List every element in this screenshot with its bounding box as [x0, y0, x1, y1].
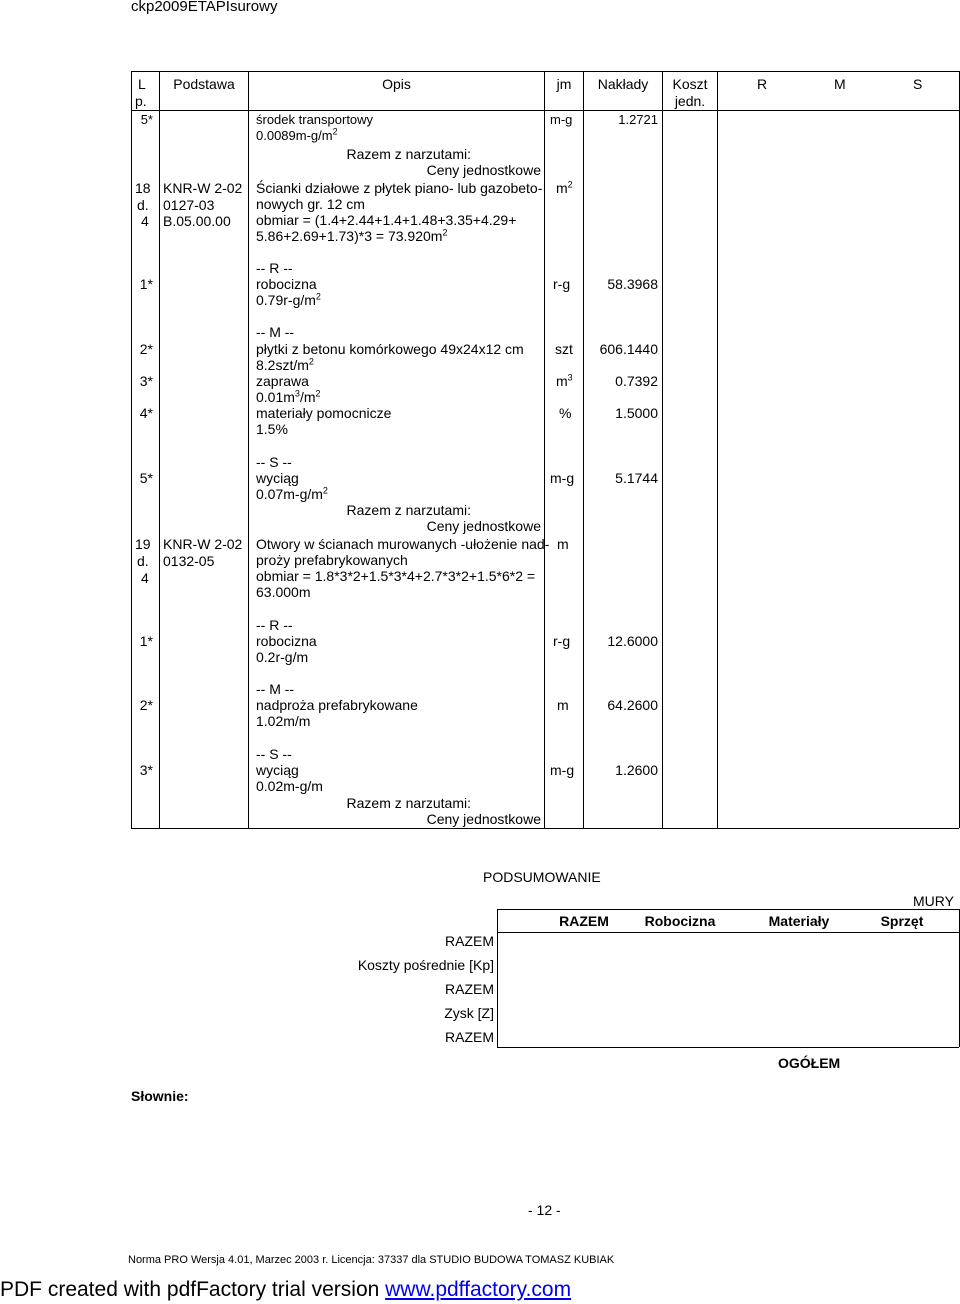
position-19-m-heading: -- M --	[256, 681, 295, 697]
row-top-jm: m-g	[550, 112, 573, 127]
position-19-r1-name: robocizna	[256, 633, 317, 649]
header-lp-p: p.	[135, 93, 147, 109]
header-r: R	[757, 76, 768, 92]
summary-label-zysk: Zysk [Z]	[444, 1005, 494, 1021]
position-19-r-heading: -- R --	[256, 617, 293, 633]
position-18-s-heading: -- S --	[256, 454, 292, 470]
position-18-m2-norm: $8.2szt/m^2$	[256, 356, 314, 373]
summary-header-robocizna: Robocizna	[644, 913, 716, 929]
position-18-lp-1: 18	[135, 180, 151, 196]
position-18-r1-norm: $0.79r-g/m^2$	[256, 291, 321, 308]
razem-label-1: Razem z narzutami:	[346, 146, 471, 162]
position-18-m3-jm: $m^3$	[556, 372, 573, 389]
position-19-m2-norm: 1.02m/m	[256, 713, 311, 729]
header-koszt: Koszt	[672, 76, 708, 92]
summary-header-materialy: Materiały	[768, 913, 830, 929]
position-18-m4-jm: %	[559, 405, 572, 421]
position-19-r1-value: 12.6000	[607, 633, 658, 649]
ceny-label-1: Ceny jednostkowe	[426, 162, 541, 178]
summary-ogolem: OGÓŁEM	[778, 1055, 841, 1071]
position-18-lp-2: d.	[137, 197, 149, 213]
position-18-m4-norm: 1.5%	[256, 421, 288, 437]
col-divider-jm	[583, 71, 584, 828]
summary-category: MURY	[913, 893, 954, 909]
position-19-opis-3: obmiar = 1.8*3*2+1.5*3*4+2.7*3*2+1.5*6*2 =	[256, 568, 536, 584]
header-s: S	[913, 76, 923, 92]
position-18-opis-1: Ścianki działowe z płytek piano- lub gazobeto-	[256, 180, 543, 196]
position-18-m3-lp: 3*	[139, 373, 153, 389]
slownie-label: Słownie:	[131, 1088, 189, 1104]
row-top-name: środek transportowy	[256, 112, 374, 127]
table-left-border	[131, 71, 132, 828]
header-podstawa: Podstawa	[173, 76, 235, 92]
position-18-r-heading: -- R --	[256, 260, 293, 276]
razem-label-2: Razem z narzutami:	[346, 502, 471, 518]
position-18-s5-norm: $0.07m-g/m^2$	[256, 485, 328, 502]
summary-header-razem: RAZEM	[559, 913, 609, 929]
summary-label-razem-2: RAZEM	[445, 981, 494, 997]
position-18-s5-name: wyciąg	[256, 470, 299, 486]
row-top-norm: $0.0089m-g/m^2$	[256, 126, 338, 143]
row-top-value: 1.2721	[618, 112, 658, 127]
document-title: ckp2009ETAPIsurowy	[131, 0, 278, 15]
page-number: - 12 -	[528, 1202, 561, 1218]
position-19-s3-jm: m-g	[550, 762, 575, 778]
summary-label-razem-1: RAZEM	[445, 933, 494, 949]
position-18-s5-lp: 5*	[139, 470, 153, 486]
summary-label-koszty-posrednie: Koszty pośrednie [Kp]	[357, 957, 494, 973]
header-m: M	[834, 76, 846, 92]
position-19-m2-name: nadproża prefabrykowane	[256, 697, 418, 713]
pdf-factory-text: PDF created with pdfFactory trial version	[0, 1278, 386, 1301]
position-19-s3-name: wyciąg	[256, 762, 299, 778]
position-19-s3-value: 1.2600	[615, 762, 658, 778]
position-19-opis-2: proży prefabrykowanych	[256, 552, 408, 568]
position-18-r1-jm: r-g	[553, 276, 571, 292]
position-18-m3-norm: $0.01m^3/m^2$	[256, 388, 321, 405]
position-19-lp-2: d.	[137, 553, 149, 569]
position-19-m2-lp: 2*	[139, 697, 153, 713]
position-19-r1-jm: r-g	[553, 633, 571, 649]
position-18-r1-name: robocizna	[256, 276, 317, 292]
position-19-jm: m	[557, 536, 569, 552]
col-divider-podstawa	[248, 71, 249, 828]
summary-top-border	[497, 909, 959, 910]
position-18-m-heading: -- M --	[256, 324, 295, 340]
position-19-r1-lp: 1*	[139, 633, 153, 649]
position-19-lp-3: 4	[141, 570, 149, 586]
position-18-podstawa-3: B.05.00.00	[163, 213, 231, 229]
header-opis: Opis	[382, 76, 411, 92]
position-19-s3-norm: 0.02m-g/m	[256, 778, 323, 794]
summary-label-razem-3: RAZEM	[445, 1029, 494, 1045]
position-18-s5-jm: m-g	[550, 470, 575, 486]
col-divider-koszt	[717, 71, 718, 828]
position-18-s5-value: 5.1744	[615, 470, 658, 486]
summary-header-border	[497, 932, 959, 933]
razem-label-3: Razem z narzutami:	[346, 795, 471, 811]
summary-bottom-border	[497, 1047, 959, 1048]
position-19-m2-jm: m	[557, 697, 569, 713]
table-top-border	[131, 71, 959, 72]
position-18-opis-4: $5.86+2.69+1.73)*3 = 73.920m^2$	[256, 227, 448, 244]
position-19-m2-value: 64.2600	[607, 697, 658, 713]
position-18-m4-lp: 4*	[139, 405, 153, 421]
position-19-lp-1: 19	[135, 536, 151, 552]
header-koszt-jedn: jedn.	[674, 93, 706, 109]
ceny-label-2: Ceny jednostkowe	[426, 518, 541, 534]
position-18-podstawa-1: KNR-W 2-02	[163, 180, 243, 196]
position-19-s3-lp: 3*	[139, 762, 153, 778]
position-19-podstawa-2: 0132-05	[163, 553, 215, 569]
col-divider-opis	[544, 71, 545, 828]
position-18-m2-lp: 2*	[139, 341, 153, 357]
software-license-note: Norma PRO Wersja 4.01, Marzec 2003 r. Licencja: 37337 dla STUDIO BUDOWA TOMASZ KUBIAK	[128, 1254, 615, 1266]
position-18-m3-name: zaprawa	[256, 373, 309, 389]
position-19-opis-4: 63.000m	[256, 584, 311, 600]
col-divider-lp	[159, 71, 160, 828]
position-18-lp-3: 4	[141, 213, 149, 229]
position-18-m2-name: płytki z betonu komórkowego 49x24x12 cm	[256, 341, 524, 357]
pdf-factory-banner	[0, 1277, 571, 1303]
pdf-factory-link[interactable]: www.pdffactory.com	[385, 1278, 572, 1301]
position-18-m3-value: 0.7392	[615, 373, 658, 389]
position-19-podstawa-1: KNR-W 2-02	[163, 536, 243, 552]
row-top-lp: 5*	[140, 112, 153, 127]
position-18-jm: $m^2$	[556, 179, 573, 196]
position-18-opis-3: obmiar = (1.4+2.44+1.4+1.48+3.35+4.29+	[256, 212, 517, 228]
ceny-label-3: Ceny jednostkowe	[426, 811, 541, 827]
position-19-opis-1: Otwory w ścianach murowanych -ułożenie nad-	[256, 536, 550, 552]
table-bottom-border	[131, 828, 959, 829]
header-bottom-border	[131, 110, 959, 111]
summary-left-border	[497, 909, 498, 1047]
position-18-r1-lp: 1*	[139, 276, 153, 292]
position-18-opis-2: nowych gr. 12 cm	[256, 196, 365, 212]
position-18-podstawa-2: 0127-03	[163, 197, 215, 213]
position-18-m2-value: 606.1440	[599, 341, 658, 357]
summary-title: PODSUMOWANIE	[483, 869, 601, 885]
col-divider-naklady	[662, 71, 663, 828]
header-jm: jm	[556, 76, 572, 92]
position-18-r1-value: 58.3968	[607, 276, 658, 292]
position-18-m2-jm: szt	[555, 341, 573, 357]
summary-header-sprzet: Sprzęt	[880, 913, 924, 929]
header-lp-l: L	[138, 76, 146, 92]
header-naklady: Nakłady	[597, 76, 649, 92]
position-19-r1-norm: 0.2r-g/m	[256, 649, 309, 665]
position-19-s-heading: -- S --	[256, 746, 292, 762]
position-18-m4-value: 1.5000	[615, 405, 658, 421]
position-18-m4-name: materiały pomocnicze	[256, 405, 392, 421]
